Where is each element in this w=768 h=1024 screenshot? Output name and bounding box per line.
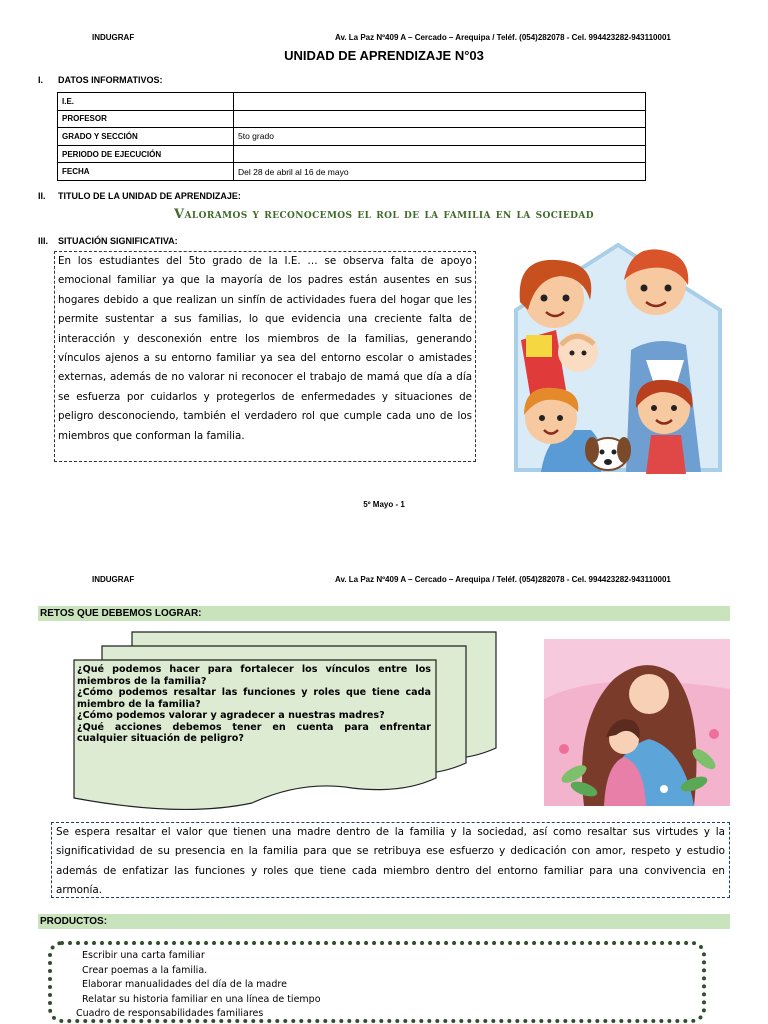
- productos-heading: PRODUCTOS:: [38, 914, 730, 929]
- table-row: [58, 93, 646, 111]
- info-key: GRADO Y SECCIÓN: [58, 128, 234, 146]
- list-item: Cuadro de responsabilidades familiares: [76, 1008, 264, 1020]
- info-key: FECHA: [58, 163, 234, 181]
- info-value: Del 28 de abril al 16 de mayo: [234, 163, 646, 181]
- table-row: [58, 163, 646, 181]
- section-3-heading: SITUACIÓN SIGNIFICATIVA:: [58, 236, 178, 246]
- header-company-2: INDUGRAF: [92, 575, 135, 584]
- info-value: [234, 110, 646, 128]
- challenge-question: ¿Qué podemos hacer para fortalecer los vínculos entre los miembros de la familia?: [77, 664, 431, 687]
- products-list: [48, 941, 706, 1023]
- list-item: Escribir una carta familiar: [82, 950, 205, 961]
- mother-daughter-illustration: [544, 639, 730, 806]
- situation-text: En los estudiantes del 5to grado de la I.E. … se observa falta de apoyo emocional familiar ya que la mayoría de los padres están ausentes en sus hogares debido a que realizan un sinfín de actividades fuera del hogar que les permite sustentar a sus familias, lo que evidencia una creciente falta de interacción y desconexión entre los miembros de la familias, generando vínculos ajenos a su entorno familiar ya sea del entorno escolar o amistades externas, además de no valorar ni reconocer el trabajo de mamá que día a día se esfuerza por cuidarlos y protegerlos de enfermedades y situaciones de peligro desconociendo, también el verdadero rol que cumple cada uno de los miembros que conforman la familia.: [54, 251, 476, 462]
- info-value: 5to grado: [234, 128, 646, 146]
- family-illustration: [506, 240, 730, 474]
- table-row: [58, 145, 646, 163]
- challenge-question: ¿Cómo podemos valorar y agradecer a nuestras madres?: [77, 710, 385, 721]
- section-1-number: I.: [38, 75, 44, 85]
- page-footer: 5º Mayo - 1: [363, 500, 405, 509]
- info-key: PERIODO DE EJECUCIÓN: [58, 145, 234, 163]
- table-row: [58, 128, 646, 146]
- header-address: Av. La Paz Nº409 A – Cercado – Arequipa / Teléf. (054)282078 - Cel. 994423282-943110001: [335, 33, 671, 42]
- challenge-question: ¿Cómo podemos resaltar las funciones y roles que tiene cada miembro de la familia?: [77, 687, 431, 710]
- info-value: [234, 145, 646, 163]
- info-key: I.E.: [58, 93, 234, 111]
- header-company: INDUGRAF: [92, 33, 135, 42]
- section-3-number: III.: [38, 236, 49, 246]
- section-2-heading: TITULO DE LA UNIDAD DE APRENDIZAJE:: [58, 191, 241, 201]
- retos-heading: RETOS QUE DEBEMOS LOGRAR:: [38, 606, 730, 621]
- section-1-heading: DATOS INFORMATIVOS:: [58, 75, 163, 85]
- list-item: Relatar su historia familiar en una línea de tiempo: [82, 993, 321, 1005]
- challenge-questions: [77, 664, 431, 745]
- list-item: Elaborar manualidades del día de la madre: [82, 979, 287, 991]
- list-item: Crear poemas a la familia.: [82, 964, 208, 976]
- info-table: [57, 92, 646, 181]
- unit-title: Valoramos y reconocemos el rol de la familia en la sociedad: [174, 207, 594, 222]
- info-key: PROFESOR: [58, 110, 234, 128]
- section-2-number: II.: [38, 191, 46, 201]
- challenges-scroll: [72, 628, 500, 818]
- page-title: UNIDAD DE APRENDIZAJE N°03: [284, 48, 484, 63]
- expectation-text: Se espera resaltar el valor que tienen una madre dentro de la familia y la sociedad, así como resaltar sus virtudes y la significatividad de su presencia en la familia para que se retribuya ese esfuerzo y dedicación con amor, respeto y estudio además de enfatizar las funciones y roles que tiene cada miembro dentro del entorno familiar para una convivencia en armonía.: [51, 822, 730, 898]
- header-address-2: Av. La Paz Nº409 A – Cercado – Arequipa / Teléf. (054)282078 - Cel. 994423282-943110001: [335, 575, 671, 584]
- info-value: [234, 93, 646, 111]
- challenge-question: ¿Qué acciones debemos tener en cuenta para enfrentar cualquier situación de peligro?: [77, 721, 431, 744]
- table-row: [58, 110, 646, 128]
